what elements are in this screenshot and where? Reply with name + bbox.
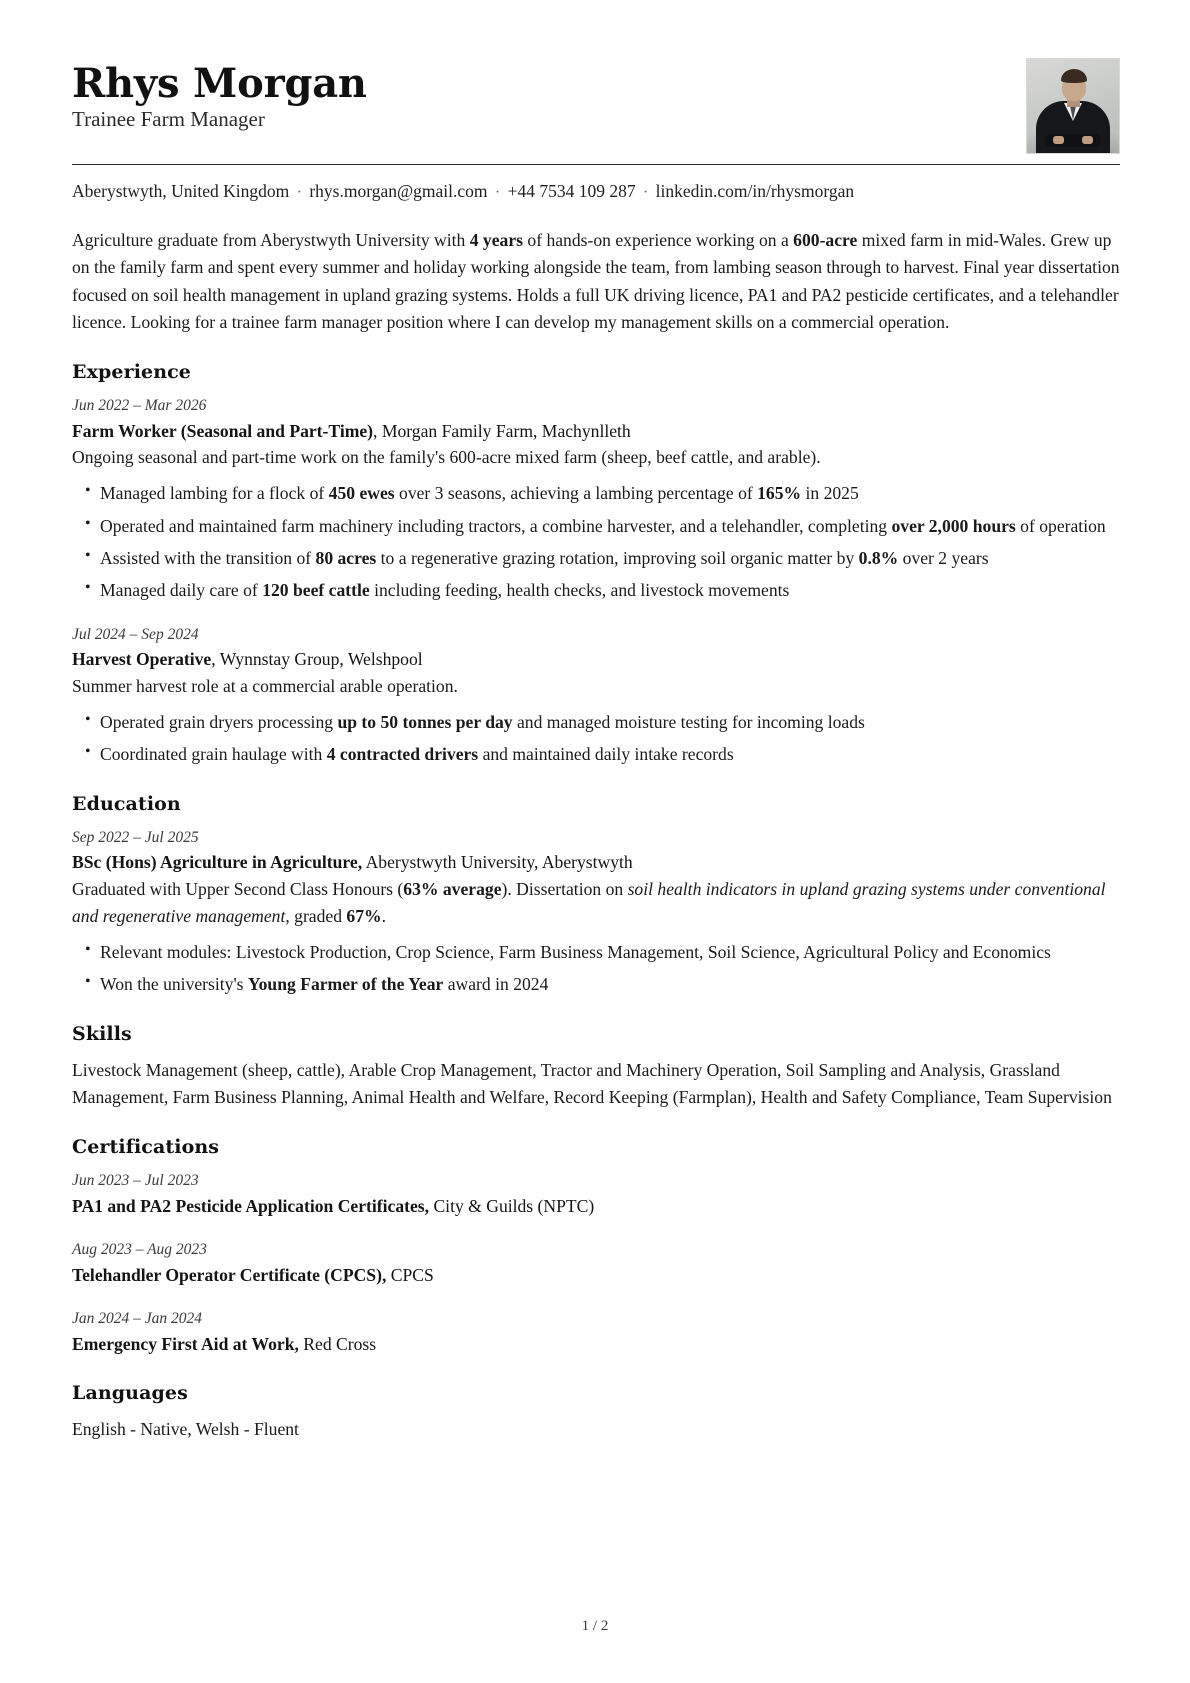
list-item: • Relevant modules: Livestock Production, Crop Science, Farm Business Management, Soil Science, Agricultural Policy and Economics bbox=[72, 939, 1120, 965]
avatar-hand-left bbox=[1053, 136, 1064, 144]
contact-separator-1: · bbox=[296, 184, 302, 201]
professional-summary: Agriculture graduate from Aberystwyth University with 4 years of hands-on experience working on a 600-acre mixed farm in mid-Wales. Grew up on the family farm and spent every summer and holiday working alongside the team, from lambing season through to harvest. Final year dissertation focused on soil health management in upland grazing systems. Holds a full UK driving licence, PA1 and PA2 pesticide certificates, and a telehandler licence. Looking for a trainee farm manager position where I can develop my management skills on a commercial operation. bbox=[72, 230, 1120, 332]
entry-bullet-list bbox=[72, 709, 1120, 768]
list-item: • Won the university's Young Farmer of the Year award in 2024 bbox=[72, 971, 1120, 997]
list-item: • Operated grain dryers processing up to 50 tonnes per day and managed moisture testing for incoming loads bbox=[72, 709, 1120, 735]
list-item: • Managed lambing for a flock of 450 ewes over 3 seasons, achieving a lambing percentage of 165% in 2025 bbox=[72, 480, 1120, 506]
entry-date: Jul 2024 – Sep 2024 bbox=[72, 625, 199, 643]
contact-location: Aberystwyth, United Kingdom bbox=[72, 181, 290, 201]
resume-entry bbox=[72, 1308, 1120, 1357]
entry-date: Sep 2022 – Jul 2025 bbox=[72, 828, 199, 846]
section-experience bbox=[72, 361, 1120, 768]
avatar-hand-right bbox=[1082, 136, 1093, 144]
list-item: • Managed daily care of 120 beef cattle including feeding, health checks, and livestock movements bbox=[72, 577, 1120, 603]
avatar-hair bbox=[1061, 69, 1087, 83]
resume-entry bbox=[72, 827, 1120, 998]
page-indicator: 1 / 2 bbox=[581, 1618, 609, 1634]
list-item: • Coordinated grain haulage with 4 contracted drivers and maintained daily intake records bbox=[72, 741, 1120, 767]
entry-description: Graduated with Upper Second Class Honours (63% average). Dissertation on soil health indicators in upland grazing systems under conventional and regenerative management, graded 67%. bbox=[72, 878, 1106, 926]
resume-entry bbox=[72, 1170, 1120, 1219]
section-title-skills: Skills bbox=[72, 1022, 132, 1045]
entry-bullet-list bbox=[72, 480, 1120, 604]
contact-separator-2: · bbox=[494, 184, 501, 201]
entry-bullet-list bbox=[72, 939, 1120, 998]
avatar-tie bbox=[1070, 106, 1076, 120]
experience-entries bbox=[72, 395, 1120, 768]
entry-description: Ongoing seasonal and part-time work on the family's 600-acre mixed farm (sheep, beef cattle, and arable). bbox=[72, 446, 821, 467]
section-title-certifications: Certifications bbox=[72, 1136, 220, 1159]
entry-date: Aug 2023 – Aug 2023 bbox=[72, 1241, 207, 1259]
resume-entry bbox=[72, 1239, 1120, 1288]
contact-separator-3: · bbox=[642, 184, 649, 201]
education-entries bbox=[72, 827, 1120, 998]
entry-heading: Telehandler Operator Certificate (CPCS), CPCS bbox=[72, 1264, 434, 1285]
entry-heading: PA1 and PA2 Pesticide Application Certificates, City & Guilds (NPTC) bbox=[72, 1195, 595, 1216]
page-footer bbox=[0, 1618, 1190, 1635]
section-title-experience: Experience bbox=[72, 361, 191, 384]
entry-heading: Harvest Operative, Wynnstay Group, Welshpool bbox=[72, 649, 423, 670]
resume-header bbox=[72, 56, 1120, 162]
entry-heading: BSc (Hons) Agriculture in Agriculture, Aberystwyth University, Aberystwyth bbox=[72, 852, 633, 873]
contact-linkedin[interactable]: linkedin.com/in/rhysmorgan bbox=[655, 181, 855, 201]
section-skills bbox=[72, 1023, 1120, 1112]
section-title-education: Education bbox=[72, 792, 181, 815]
section-languages bbox=[72, 1382, 1120, 1443]
entry-date: Jan 2024 – Jan 2024 bbox=[72, 1310, 203, 1328]
entry-heading: Farm Worker (Seasonal and Part-Time), Morgan Family Farm, Machynlleth bbox=[72, 420, 631, 441]
entry-date: Jun 2022 – Mar 2026 bbox=[72, 397, 207, 415]
entry-heading: Emergency First Aid at Work, Red Cross bbox=[72, 1333, 377, 1354]
page-title: Rhys Morgan bbox=[72, 60, 367, 107]
identity-block bbox=[72, 56, 367, 132]
certification-entries bbox=[72, 1170, 1120, 1357]
section-title-languages: Languages bbox=[72, 1381, 188, 1404]
section-education bbox=[72, 793, 1120, 998]
job-title: Trainee Farm Manager bbox=[72, 107, 265, 132]
avatar bbox=[1026, 58, 1120, 154]
resume-entry bbox=[72, 395, 1120, 604]
entry-date: Jun 2023 – Jul 2023 bbox=[72, 1172, 199, 1190]
entry-description: Summer harvest role at a commercial arable operation. bbox=[72, 675, 458, 696]
contact-email[interactable]: rhys.morgan@gmail.com bbox=[309, 181, 488, 201]
languages-body: English - Native, Welsh - Fluent bbox=[72, 1418, 299, 1439]
section-certifications bbox=[72, 1136, 1120, 1357]
list-item: • Assisted with the transition of 80 acres to a regenerative grazing rotation, improving soil organic matter by 0.8% over 2 years bbox=[72, 545, 1120, 571]
resume-entry bbox=[72, 624, 1120, 768]
contact-line bbox=[72, 165, 1120, 205]
skills-body: Livestock Management (sheep, cattle), Arable Crop Management, Tractor and Machinery Operation, Soil Sampling and Analysis, Grassland Management, Farm Business Planning, Animal Health and Welfare, Record Keeping (Farmplan), Health and Safety Compliance, Team Supervision bbox=[72, 1059, 1112, 1108]
list-item: • Operated and maintained farm machinery including tractors, a combine harvester, and a telehandler, completing over 2,000 hours of operation bbox=[72, 513, 1120, 539]
contact-phone[interactable]: +44 7534 109 287 bbox=[507, 181, 636, 201]
